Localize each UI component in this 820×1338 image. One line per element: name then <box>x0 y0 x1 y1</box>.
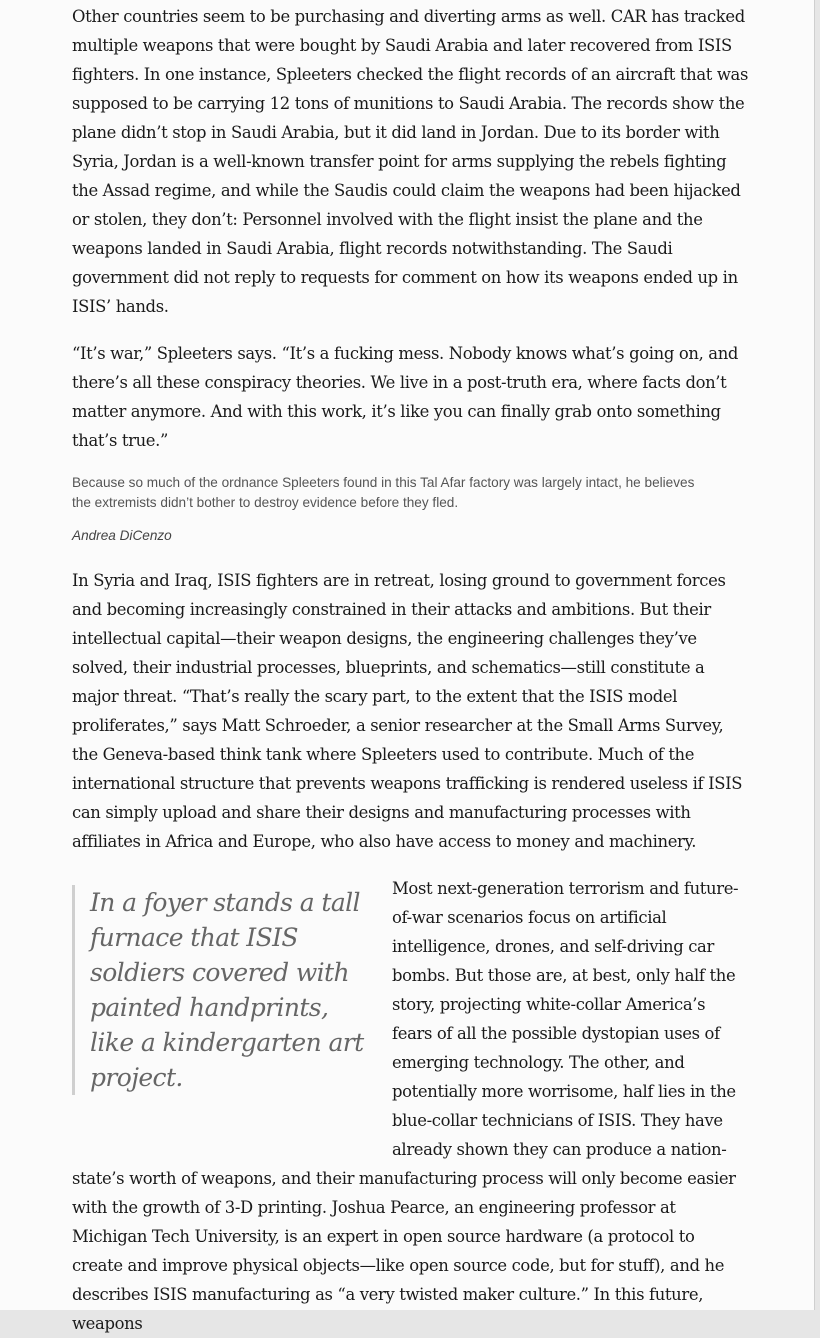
article-paragraph: “It’s war,” Spleeters says. “It’s a fucking mess. Nobody knows what’s going on, and there’s all these conspiracy theories. We live in a post-truth era, where facts don’t matter anymore. And with this work, it’s like you can finally grab onto something that’s true.” <box>72 344 739 450</box>
article-paragraph: In Syria and Iraq, ISIS fighters are in retreat, losing ground to government forces and becoming increasingly constrained in their attacks and ambitions. But their intellectual capital—their weapon designs, the engineering challenges they’ve solved, their industrial processes, blueprints, and schematics—still constitute a major threat. “That’s really the scary part, to the extent that the ISIS model proliferates,” says Matt Schroeder, a senior researcher at the Small Arms Survey, the Geneva-based think tank where Spleeters used to contribute. Much of the international structure that prevents weapons trafficking is rendered useless if ISIS can simply upload and share their designs and manufacturing processes with affiliates in Africa and Europe, who also have access to money and machinery. <box>72 571 743 851</box>
article-paragraph-continued: state’s worth of weapons, and their manufacturing process will only become easier with the growth of 3-D printing. Joshua Pearce, an engineering professor at Michigan Tech University, is an expert in open source hardware (a protocol to create and improve physical objects—like open source code, but for stuff), and he describes ISIS manufacturing as “a very twisted maker culture.” In this future, weapons <box>72 1169 736 1333</box>
pull-quote <box>72 885 372 1095</box>
article-paragraph: Most next-generation terrorism and future-of-war scenarios focus on artificial intelligence, drones, and self-driving car bombs. But those are, at best, only half the story, projecting white-collar America’s fears of all the possible dystopian uses of emerging technology. The other, and potentially more worrisome, half lies in the blue-collar technicians of ISIS. They have already shown they can produce a nation- <box>392 879 739 1159</box>
article-paragraph: Other countries seem to be purchasing and diverting arms as well. CAR has tracked multiple weapons that were bought by Saudi Arabia and later recovered from ISIS fighters. In one instance, Spleeters checked the flight records of an aircraft that was supposed to be carrying 12 tons of munitions to Saudi Arabia. The records show the plane didn’t stop in Saudi Arabia, but it did land in Jordan. Due to its border with Syria, Jordan is a well-known transfer point for arms supplying the rebels fighting the Assad regime, and while the Saudis could claim the weapons had been hijacked or stolen, they don’t: Personnel involved with the flight insist the plane and the weapons landed in Saudi Arabia, flight records notwithstanding. The Saudi government did not reply to requests for comment on how its weapons ended up in ISIS’ hands. <box>72 7 749 316</box>
photo-caption: Because so much of the ordnance Spleeters found in this Tal Afar factory was largely intact, he believes the extremists didn’t bother to destroy evidence before they fled. <box>72 475 695 510</box>
photo-credit: Andrea DiCenzo <box>72 528 172 543</box>
pull-quote-text: In a foyer stands a tall furnace that ISIS soldiers covered with painted handprints, like a kindergarten art project. <box>90 888 364 1092</box>
